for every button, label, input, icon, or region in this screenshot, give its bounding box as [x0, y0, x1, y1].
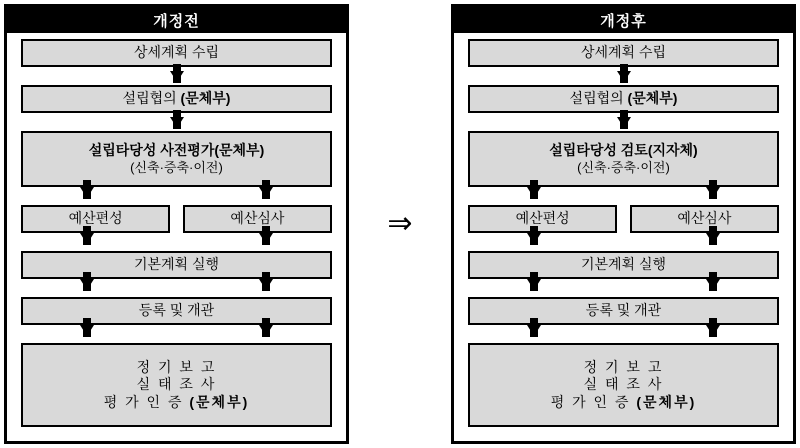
down-arrow-icon — [706, 187, 720, 198]
panel-after — [451, 4, 796, 444]
down-arrow-icon — [80, 233, 94, 244]
step-feasibility-label: 설립타당성 검토(지자체) — [549, 142, 698, 159]
step-feasibility — [468, 131, 779, 187]
consult-org: (문체부) — [180, 90, 231, 107]
step-reporting-line-2: 실 태 조 사 — [136, 376, 217, 393]
step-budget-formulation — [21, 205, 170, 233]
arrow-pair-3 — [468, 279, 779, 297]
arrow-pair-3 — [21, 279, 332, 297]
step-reporting-line-3 — [551, 394, 697, 412]
arrow-1 — [21, 67, 332, 85]
down-arrow-icon — [170, 117, 184, 128]
step-reporting-line-1: 정 기 보 고 — [136, 358, 217, 375]
step-feasibility-label: 설립타당성 사전평가(문체부) — [88, 142, 265, 159]
step-reporting — [21, 343, 332, 427]
step-feasibility-sub: (신축·증축·이전) — [130, 159, 223, 175]
step-reporting-line-3 — [104, 394, 250, 412]
step-budget-review-label: 예산심사 — [230, 210, 285, 227]
consult-text: 설립협의 — [569, 90, 628, 107]
down-arrow-icon — [80, 187, 94, 198]
transition-arrow-icon: ⇒ — [387, 206, 413, 241]
down-arrow-icon — [80, 279, 94, 290]
down-arrow-icon — [527, 233, 541, 244]
step-registration-opening-label: 등록 및 개관 — [585, 302, 662, 319]
step-reporting-org: (문체부) — [636, 393, 697, 410]
step-registration-opening — [21, 297, 332, 325]
step-budget-review-label: 예산심사 — [677, 210, 732, 227]
arrow-pair-1 — [21, 187, 332, 205]
step-budget-formulation — [468, 205, 617, 233]
step-feasibility-sub: (신축·증축·이전) — [577, 159, 670, 175]
arrow-pair-4 — [21, 325, 332, 343]
panel-before-flow — [7, 33, 346, 427]
step-detail-plan-label: 상세계획 수립 — [580, 44, 667, 61]
down-arrow-icon — [706, 279, 720, 290]
panel-after-flow — [454, 33, 793, 427]
arrow-pair-2 — [21, 233, 332, 251]
step-registration-opening-label: 등록 및 개관 — [138, 302, 215, 319]
step-budget-formulation-label: 예산편성 — [68, 210, 123, 227]
down-arrow-icon — [706, 233, 720, 244]
step-budget-formulation-label: 예산편성 — [515, 210, 570, 227]
down-arrow-icon — [617, 117, 631, 128]
down-arrow-icon — [259, 279, 273, 290]
step-basic-plan-exec-label: 기본계획 실행 — [133, 256, 220, 273]
panel-before-title: 개정전 — [7, 7, 346, 33]
step-detail-plan-label: 상세계획 수립 — [133, 44, 220, 61]
arrow-pair-2 — [468, 233, 779, 251]
arrow-pair-4 — [468, 325, 779, 343]
down-arrow-icon — [259, 325, 273, 336]
down-arrow-icon — [527, 187, 541, 198]
step-reporting-line-3-text: 평 가 인 증 — [103, 393, 190, 410]
step-reporting-org: (문체부) — [189, 393, 250, 410]
step-reporting-line-2: 실 태 조 사 — [583, 376, 664, 393]
down-arrow-icon — [170, 71, 184, 82]
step-reporting — [468, 343, 779, 427]
down-arrow-icon — [527, 325, 541, 336]
down-arrow-icon — [259, 233, 273, 244]
panel-after-title: 개정후 — [454, 7, 793, 33]
arrow-2 — [468, 113, 779, 131]
step-budget-pair — [468, 205, 779, 233]
step-budget-review — [183, 205, 332, 233]
step-feasibility — [21, 131, 332, 187]
down-arrow-icon — [706, 325, 720, 336]
step-basic-plan-exec-label: 기본계획 실행 — [580, 256, 667, 273]
step-budget-review — [630, 205, 779, 233]
arrow-pair-1 — [468, 187, 779, 205]
arrow-1 — [468, 67, 779, 85]
panel-before — [4, 4, 349, 444]
step-basic-plan-exec — [468, 251, 779, 279]
step-reporting-line-3-text: 평 가 인 증 — [550, 393, 637, 410]
step-reporting-line-1: 정 기 보 고 — [583, 358, 664, 375]
down-arrow-icon — [527, 279, 541, 290]
down-arrow-icon — [80, 325, 94, 336]
step-establishment-consult-label — [123, 90, 231, 108]
step-establishment-consult-label — [570, 90, 678, 108]
consult-org: (문체부) — [627, 90, 678, 107]
consult-text: 설립협의 — [122, 90, 181, 107]
down-arrow-icon — [259, 187, 273, 198]
down-arrow-icon — [617, 71, 631, 82]
arrow-2 — [21, 113, 332, 131]
step-budget-pair — [21, 205, 332, 233]
step-basic-plan-exec — [21, 251, 332, 279]
step-registration-opening — [468, 297, 779, 325]
